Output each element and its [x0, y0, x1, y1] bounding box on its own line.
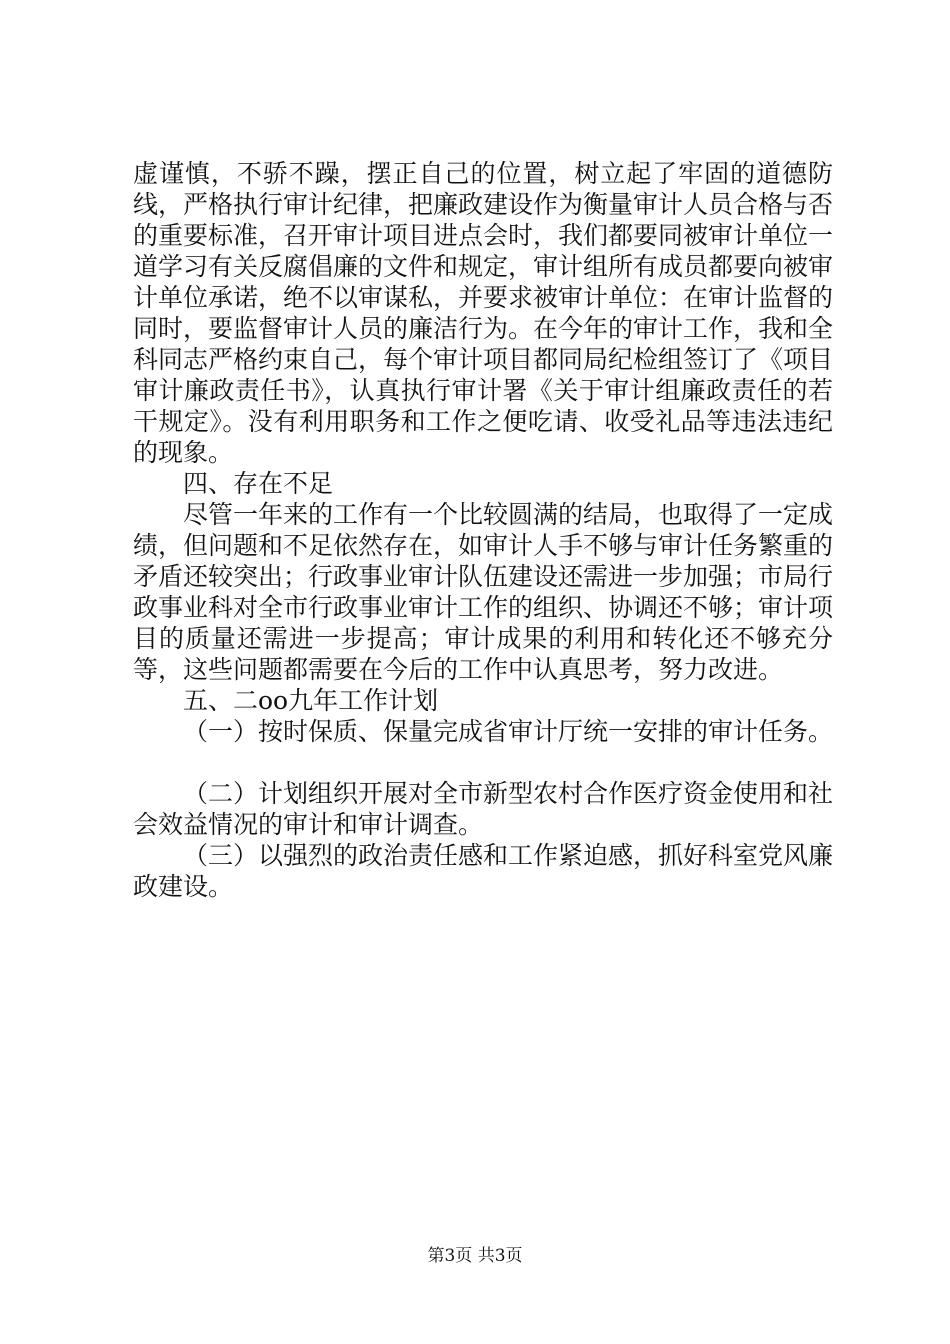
heading-shortcomings: 四、存在不足 — [183, 469, 334, 498]
document-body — [133, 158, 833, 902]
plan-item-3: （三）以强烈的政治责任感和工作紧迫感，抓好科室党风廉政建设。 — [133, 841, 834, 901]
paragraph-integrity: 虚谨慎，不骄不躁，摆正自己的位置，树立起了牢固的道德防线，严格执行审计纪律，把廉政建设作为衡量审计人员合格与否的重要标准，召开审计项目进点会时，我们都要同被审计单位一道学习有关反腐倡廉的文件和规定，审计组所有成员都要向被审计单位承诺，绝不以审谋私，并要求被审计单位：在审计监督的同时，要监督审计人员的廉洁行为。在今年的审计工作，我和全科同志严格约束自己，每个审计项目都同局纪检组签订了《项目审计廉政责任书》，认真执行审计署《关于审计组廉政责任的若干规定》。没有利用职务和工作之便吃请、收受礼品等违法违纪的现象。 — [133, 159, 834, 467]
page-number-footer: 第3页 共3页 — [427, 1246, 523, 1266]
paragraph-shortcomings: 尽管一年来的工作有一个比较圆满的结局，也取得了一定成绩，但问题和不足依然存在，如审计人手不够与审计任务繁重的矛盾还较突出；行政事业审计队伍建设还需进一步加强；市局行政事业科对全市行政事业审计工作的组织、协调还不够；审计项目的质量还需进一步提高；审计成果的利用和转化还不够充分等，这些问题都需要在今后的工作中认真思考，努力改进。 — [133, 500, 834, 684]
heading-work-plan: 五、二oo九年工作计划 — [183, 686, 439, 715]
plan-item-2: （二）计划组织开展对全市新型农村合作医疗资金使用和社会效益情况的审计和审计调查。 — [133, 779, 834, 839]
plan-item-1: （一）按时保质、保量完成省审计厅统一安排的审计任务。 — [183, 717, 834, 746]
